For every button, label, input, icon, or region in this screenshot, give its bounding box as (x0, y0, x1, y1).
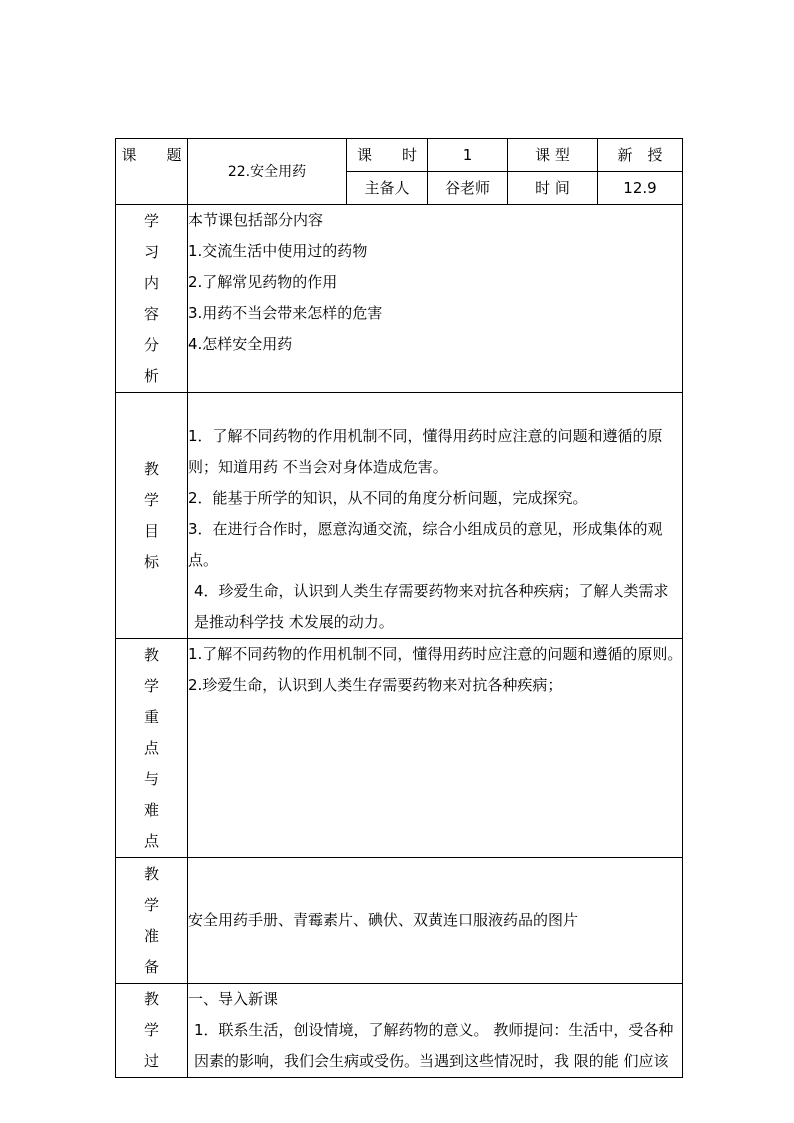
objectives-text (188, 393, 683, 639)
label-key-points: 教 学 重 点 与 难 点 (116, 639, 188, 858)
key-point-line: 2.珍爱生命，认识到人类生存需要药物来对抗各种疾病； (188, 676, 563, 694)
content-analysis-text (188, 205, 683, 393)
label-time: 时 间 (508, 172, 598, 205)
time-value: 12.9 (598, 172, 683, 205)
key-point-line: 1.了解不同药物的作用机制不同，懂得用药时应注意的问题和遵循的原则。 (188, 645, 683, 663)
key-points-text (188, 639, 683, 858)
objective-line: 2．能基于所学的知识，从不同的角度分析问题，完成探究。 (188, 489, 588, 507)
period-value: 1 (428, 139, 508, 172)
content-line: 2.了解常见药物的作用 (188, 273, 338, 291)
label-preparation: 教 学 准 备 (116, 858, 188, 984)
content-line: 1.交流生活中使用过的药物 (188, 242, 368, 260)
label-content-analysis: 学 习 内 容 分 析 (116, 205, 188, 393)
label-preparer: 主备人 (347, 172, 428, 205)
content-line: 4.怎样安全用药 (188, 335, 293, 353)
label-topic: 课 题 (116, 139, 188, 205)
content-line: 3.用药不当会带来怎样的危害 (188, 304, 383, 322)
label-process: 教 学 过 (116, 984, 188, 1078)
objective-line: 3．在进行合作时，愿意沟通交流，综合小组成员的意见，形成集体的观点。 (188, 520, 663, 569)
preparer-value: 谷老师 (428, 172, 508, 205)
type-value: 新 授 (598, 139, 683, 172)
process-line: 一、导入新课 (188, 990, 279, 1008)
objective-line: 4．珍爱生命，认识到人类生存需要药物来对抗各种疾病；了解人类需求是推动科学技 术发展的动力。 (194, 582, 669, 631)
process-text (188, 984, 683, 1078)
lesson-plan-table (115, 138, 683, 1078)
preparation-text: 安全用药手册、青霉素片、碘伏、双黄连口服液药品的图片 (188, 858, 683, 984)
content-line: 本节课包括部分内容 (188, 211, 324, 229)
topic-value: 22.安全用药 (188, 139, 347, 205)
label-objectives: 教 学 目 标 (116, 393, 188, 639)
objective-line: 1．了解不同药物的作用机制不同，懂得用药时应注意的问题和遵循的原则；知道用药 不当会对身体造成危害。 (188, 427, 663, 476)
label-type: 课 型 (508, 139, 598, 172)
process-line: 1．联系生活，创设情境，了解药物的意义。 教师提问：生活中，受各种因素的影响，我们会生病或受伤。当遇到这些情况时，我 限的能 们应该 (194, 1021, 674, 1070)
label-period: 课 时 (347, 139, 428, 172)
